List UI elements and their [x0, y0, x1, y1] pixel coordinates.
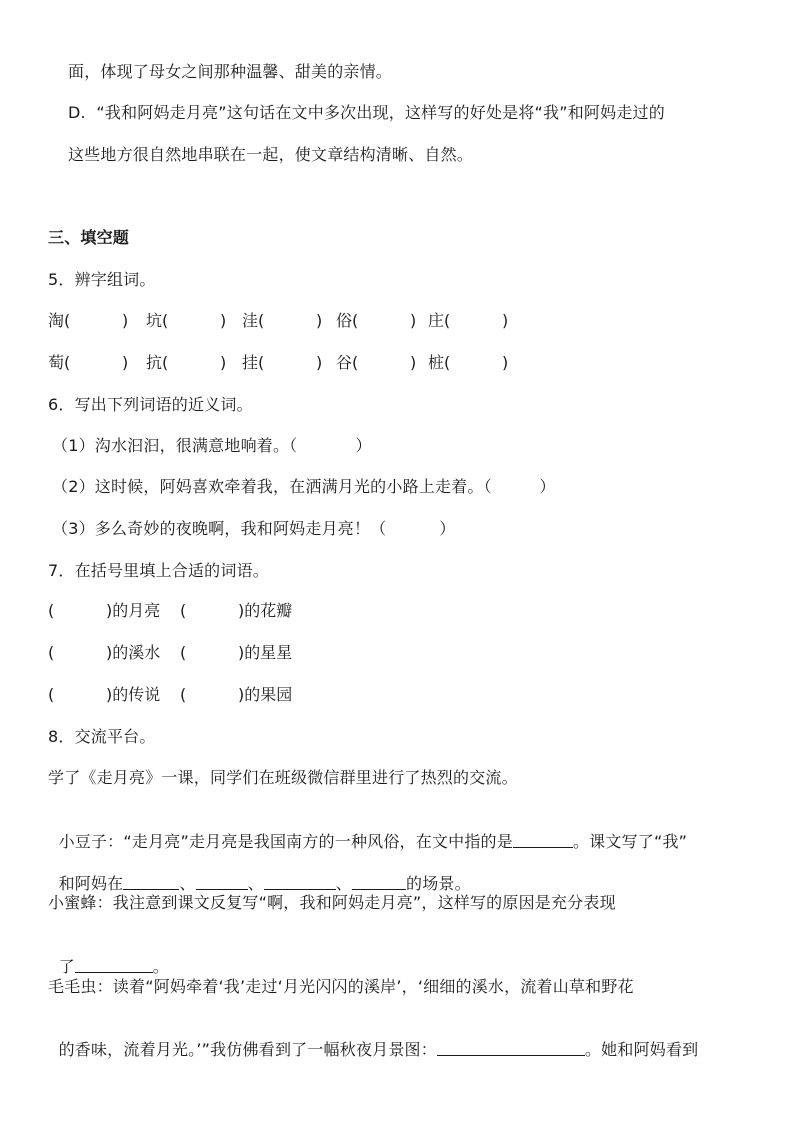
question-8-paragraph-1: 小豆子：“走月亮”走月亮是我国南方的一种风俗，在文中指的是 。课文写了“我” — [58, 832, 688, 851]
option-d-continuation: 这些地方很自然地串联在一起，使文章结构清晰、自然。 — [68, 145, 474, 164]
answer-blank[interactable]: ) — [410, 311, 417, 330]
char-prompt: 谷( — [336, 353, 359, 372]
fill-blank[interactable] — [264, 874, 336, 890]
fill-blank[interactable] — [196, 874, 248, 890]
answer-blank[interactable]: ) — [122, 353, 129, 372]
answer-blank[interactable]: ( — [48, 643, 55, 662]
char-prompt: 桩( — [428, 353, 451, 372]
fill-blank[interactable] — [437, 1040, 585, 1056]
fill-blank[interactable] — [513, 832, 573, 848]
fill-blank[interactable] — [352, 874, 406, 890]
answer-blank[interactable]: ) — [220, 353, 227, 372]
answer-blank[interactable]: ( — [48, 601, 55, 620]
question-5-title: 5．辨字组词。 — [48, 270, 156, 289]
answer-blank[interactable]: ) — [316, 353, 323, 372]
section-title: 三、填空题 — [48, 228, 130, 247]
question-6-item-2: （2）这时候，阿妈喜欢牵着我，在洒满月光的小路上走着。（ ） — [52, 477, 556, 496]
phrase-suffix: )的月亮 — [106, 601, 161, 620]
char-prompt: 抗( — [146, 353, 169, 372]
question-6-item-3: （3）多么奇妙的夜晚啊，我和阿妈走月亮！（ ） — [52, 519, 456, 538]
question-8-paragraph-4: 了 。 — [58, 957, 169, 976]
char-prompt: 庄( — [428, 311, 451, 330]
char-prompt: 洼( — [242, 311, 265, 330]
phrase-suffix: )的果园 — [238, 685, 293, 704]
char-prompt: 俗( — [336, 311, 359, 330]
answer-blank[interactable]: ( — [180, 601, 187, 620]
answer-blank[interactable]: ) — [502, 353, 509, 372]
char-prompt: 挂( — [242, 353, 265, 372]
question-7-title: 7．在括号里填上合适的词语。 — [48, 561, 269, 580]
phrase-suffix: )的传说 — [106, 685, 161, 704]
answer-blank[interactable]: ( — [180, 643, 187, 662]
option-c-continuation: 面，体现了母女之间那种温馨、甜美的亲情。 — [68, 62, 393, 81]
char-prompt: 淘( — [48, 311, 71, 330]
question-6-title: 6．写出下列词语的近义词。 — [48, 395, 253, 414]
char-prompt: 萄( — [48, 353, 71, 372]
answer-blank[interactable]: ) — [316, 311, 323, 330]
answer-blank[interactable]: ) — [220, 311, 227, 330]
phrase-suffix: )的溪水 — [106, 643, 161, 662]
question-6-item-1: （1）沟水汩汩，很满意地响着。（ ） — [52, 436, 372, 455]
question-8-title: 8．交流平台。 — [48, 727, 156, 746]
option-d-text: D. “我和阿妈走月亮”这句话在文中多次出现，这样写的好处是将“我”和阿妈走过的 — [68, 103, 665, 122]
fill-blank[interactable] — [123, 874, 179, 890]
char-prompt: 坑( — [146, 311, 169, 330]
question-8-intro: 学了《走月亮》一课，同学们在班级微信群里进行了热烈的交流。 — [48, 768, 518, 787]
fill-blank[interactable] — [75, 957, 153, 973]
question-8-paragraph-2: 和阿妈在 、 、 、 的场景。 — [58, 874, 471, 893]
answer-blank[interactable]: ) — [502, 311, 509, 330]
question-8-paragraph-3: 小蜜蜂：我注意到课文反复写“啊，我和阿妈走月亮”，这样写的原因是充分表现 — [48, 893, 616, 912]
answer-blank[interactable]: ( — [48, 685, 55, 704]
question-8-paragraph-6: 的香味，流着月光。’”我仿佛看到了一幅秋夜月景图： 。她和阿妈看到 — [58, 1040, 699, 1059]
phrase-suffix: )的花瓣 — [238, 601, 293, 620]
answer-blank[interactable]: ) — [410, 353, 417, 372]
phrase-suffix: )的星星 — [238, 643, 293, 662]
answer-blank[interactable]: ) — [122, 311, 129, 330]
answer-blank[interactable]: ( — [180, 685, 187, 704]
question-8-paragraph-5: 毛毛虫：读着“阿妈牵着‘我’走过‘月光闪闪的溪岸’，‘细细的溪水，流着山草和野花 — [48, 977, 634, 996]
